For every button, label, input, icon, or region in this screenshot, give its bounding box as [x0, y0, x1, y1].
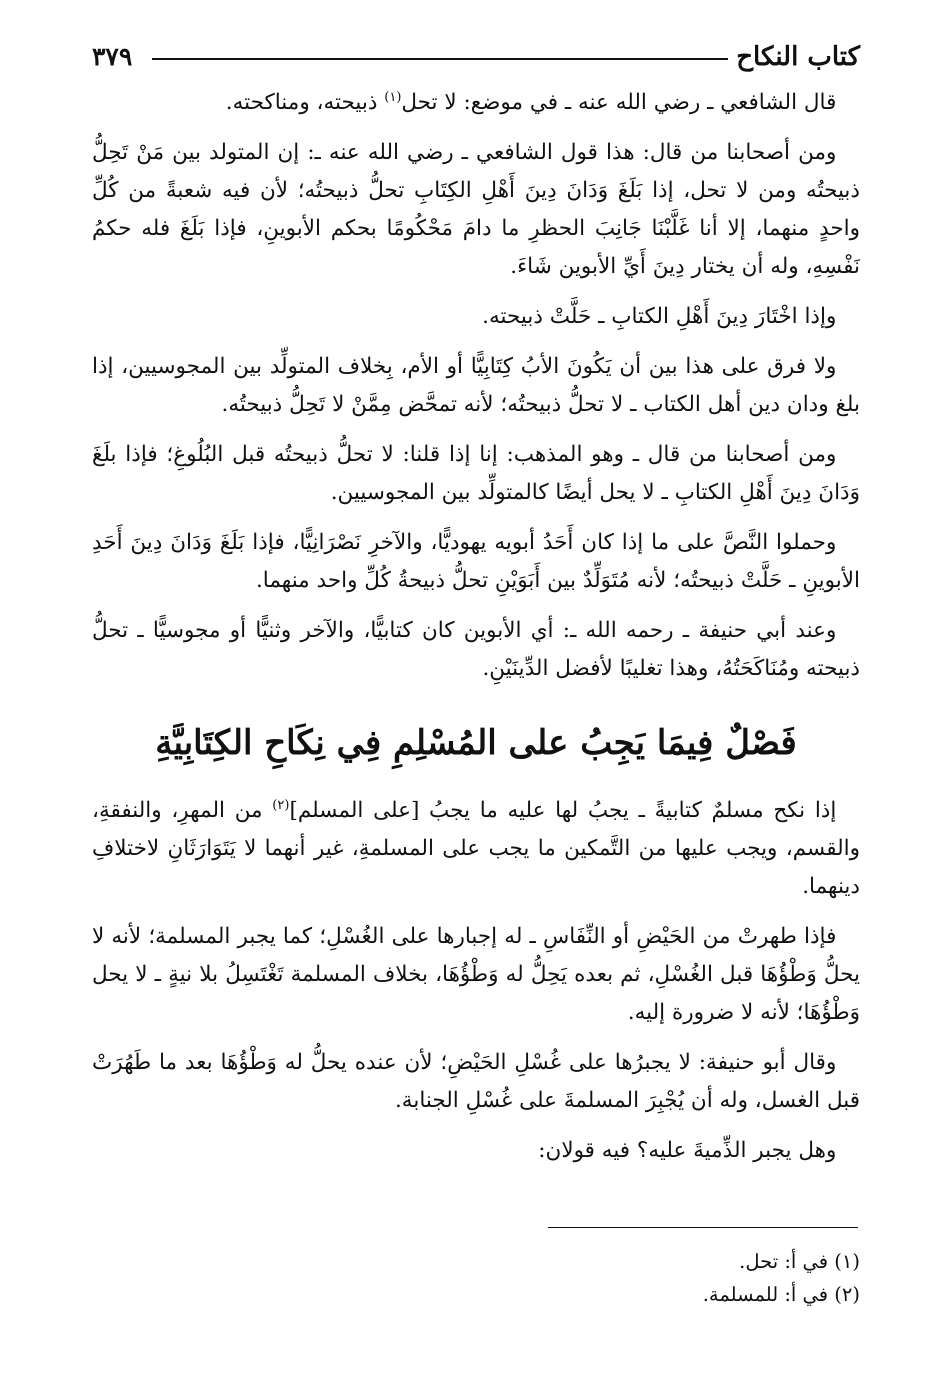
paragraph: ولا فرق على هذا بين أن يَكُونَ الأبُ كِتَابِيًّا أو الأم، بِخلاف المتولِّد بين المجوسيين، إذا بلغ ودان دين أهل الكتاب ـ لا تحلُّ ذبيحتُه؛ لأنه تمحَّض مِمَّنْ لا تَحِلُّ ذبيحتُه.	[92, 354, 860, 417]
page-body	[92, 84, 860, 1170]
paragraph: ومن أصحابنا من قال ـ وهو المذهب: إنا إذا قلنا: لا تحلُّ ذبيحتُه قبل البُلُوغِ؛ فإذا بلَغَ وَدَانَ دِينَ أَهْلِ الكتابِ ـ لا يحل أيضًا كالمتولِّد بين المجوسيين.	[92, 442, 860, 505]
paragraph: وقال أبو حنيفة: لا يجبرُها على غُسْلِ الحَيْضِ؛ لأن عنده يحلُّ له وَطْؤُهَا بعد ما طَهُرَتْ قبل الغسل، وله أن يُجْبِرَ المسلمةَ على غُسْلِ الجنابة.	[92, 1050, 860, 1113]
running-title: كتاب النكاح	[736, 42, 860, 72]
footnote: (٢) في أ: للمسلمة.	[702, 1283, 860, 1306]
paragraph: ومن أصحابنا من قال: هذا قول الشافعي ـ رضي الله عنه ـ: إن المتولد بين مَنْ تَحِلُّ ذبيحتُه ومن لا تحل، إذا بَلَغَ وَدَانَ دِينَ أَهْلِ الكِتَابِ تحلُّ ذبيحتُه؛ لأن فيه شعبةً من كُلِّ واحدٍ منهما، إلا أنا غَلَّبْنَا جَانِبَ الحظرِ ما دامَ مَحْكُومًا بحكم الأبوينِ، فإذا بَلَغَ فله حكمُ نَفْسِهِ، وله أن يختار دِينَ أَيِّ الأبوين شَاءَ.	[92, 140, 860, 279]
footnotes	[92, 1245, 860, 1311]
footnote: (١) في أ: تحل.	[739, 1250, 860, 1273]
footnote-marker: (١)	[384, 89, 402, 105]
paragraph: إذا نكح مسلمٌ كتابيةً ـ يجبُ لها عليه ما يجبُ [على المسلم]$^{(٢)}$ من المهرِ، والنفقةِ، والقسم، ويجب عليها من التَّمكين ما يجب على المسلمةِ، غير أنهما لا يَتَوَارَثَانِ لاختلافِ دينهما.	[92, 797, 860, 899]
footnote-marker: (٢)	[272, 797, 290, 813]
page-header	[92, 36, 860, 76]
paragraph: وحملوا النَّصَّ على ما إذا كان أَحَدُ أبويه يهوديًّا، والآخرِ نَصْرَانِيًّا، فإذا بَلَغَ وَدَانَ دِينَ أَحَدِ الأبوينِ ـ حَلَّتْ ذبيحتُه؛ لأنه مُتَوَلِّدٌ بين أَبَوَيْنِ تحلُّ ذبيحةُ كُلِّ واحد منهما.	[92, 530, 860, 593]
footnote-separator	[548, 1227, 858, 1228]
paragraph: وعند أبي حنيفة ـ رحمه الله ـ: أي الأبوين كان كتابيًّا، والآخر وثنيًّا أو مجوسيًّا ـ تحلُّ ذبيحته ومُنَاكَحَتُهُ، وهذا تغليبًا لأفضل الدِّينَيْنِ.	[92, 618, 860, 681]
paragraph: وهل يجبر الذِّميةَ عليه؟ فيه قولان:	[538, 1138, 837, 1163]
paragraph: قال الشافعي ـ رضي الله عنه ـ في موضع: لا تحل$^{(١)}$ ذبيحته، ومناكحته.	[225, 89, 837, 115]
paragraph: فإذا طهرتْ من الحَيْضِ أو النِّفَاسِ ـ له إجبارها على الغُسْلِ؛ كما يجبر المسلمة؛ لأنه لا يحلُّ وَطْؤُهَا قبل الغُسْلِ، ثم بعده يَحِلُّ له وَطْؤُهَا، بخلاف المسلمة تَغْتَسِلُ بلا نيةٍ ـ لا يحل وَطْؤُهَا؛ لأنه لا ضرورة إليه.	[92, 924, 860, 1025]
paragraph: وإذا اخْتَارَ دِينَ أَهْلِ الكتابِ ـ حَلَّتْ ذبيحته.	[482, 304, 837, 329]
header-rule	[152, 58, 728, 60]
section-heading: فَصْلٌ فِيمَا يَجِبُ على المُسْلِمِ فِي نِكَاحِ الكِتَابِيَّةِ	[155, 723, 797, 763]
page-number: ٣٧٩	[92, 42, 133, 71]
